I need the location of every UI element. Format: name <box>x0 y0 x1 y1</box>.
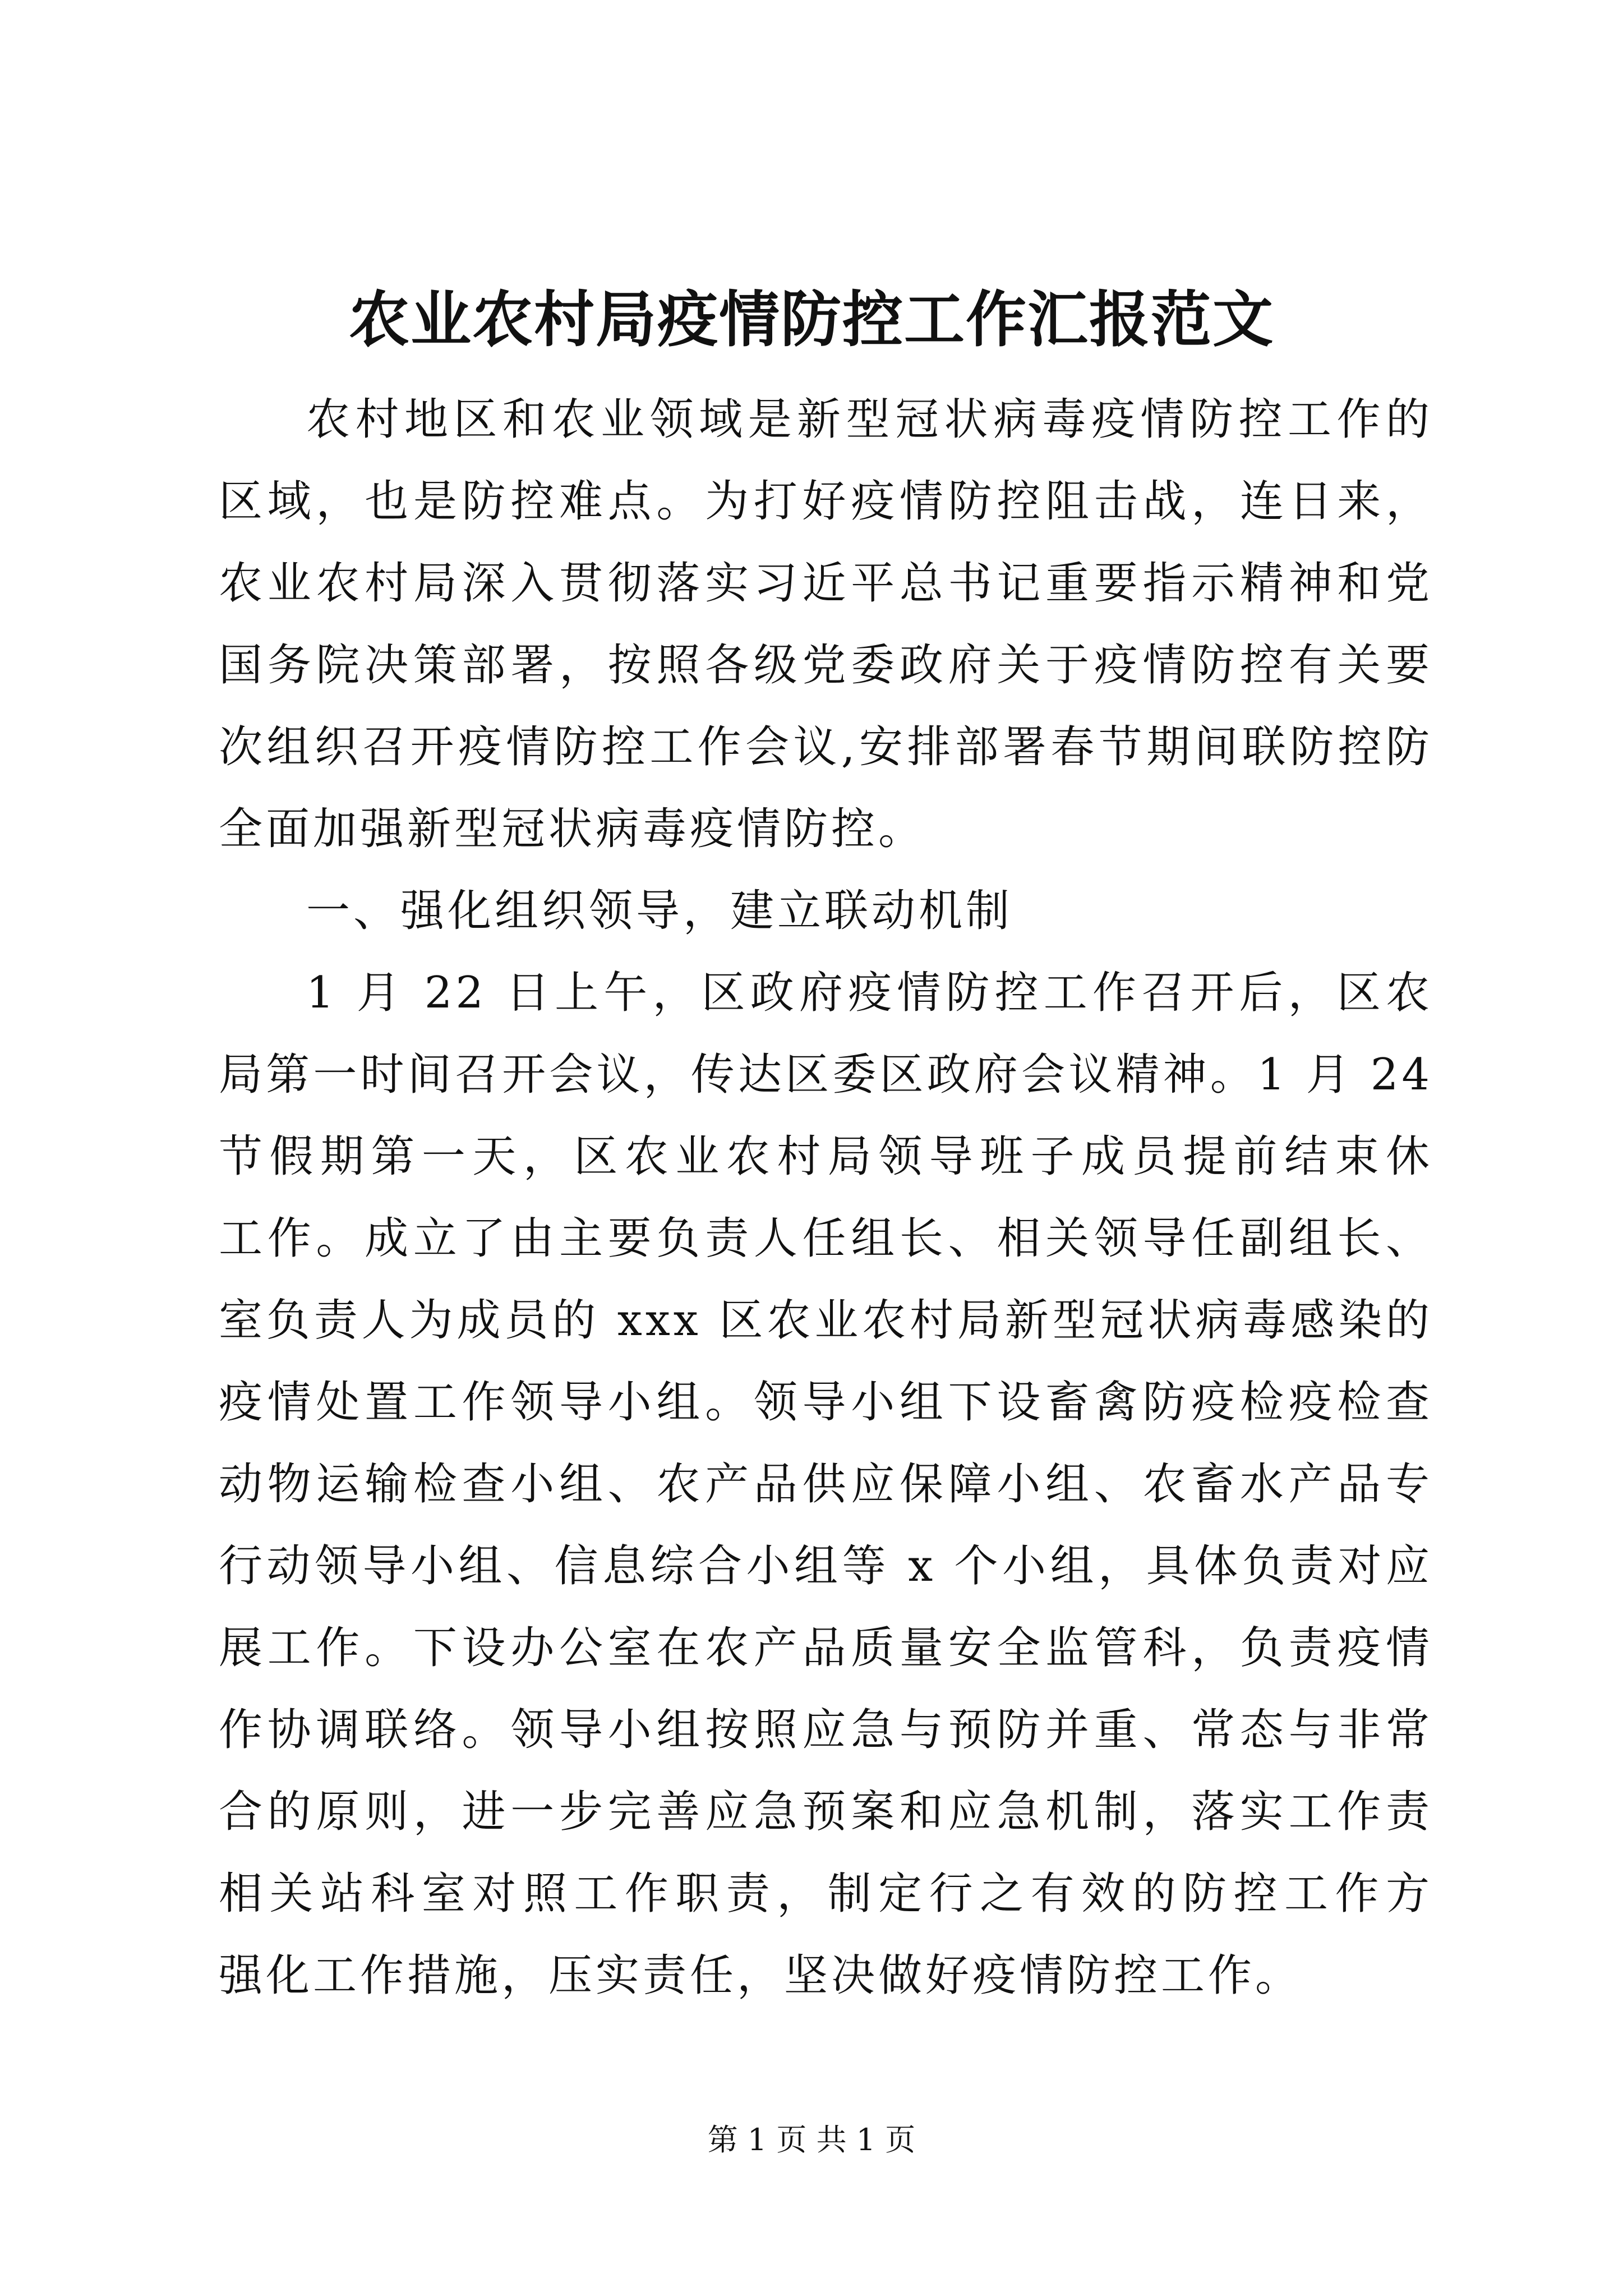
document-body <box>219 379 1433 2017</box>
paragraph-2-line-6: 疫情处置工作领导小组。领导小组下设畜禽防疫检疫检查 <box>219 1377 1433 1428</box>
paragraph-1-line-1: 农村地区和农业领域是新型冠状病毒疫情防控工作的 <box>306 394 1433 445</box>
paragraph-1-line-3: 农业农村局深入贯彻落实习近平总书记重要指示精神和党 <box>219 558 1433 609</box>
paragraph-2-line-11: 合的原则，进一步完善应急预案和应急机制，落实工作责 <box>219 1787 1433 1837</box>
paragraph-2-line-10: 作协调联络。领导小组按照应急与预防并重、常态与非常 <box>219 1705 1433 1755</box>
paragraph-2-line-12: 相关站科室对照工作职责，制定行之有效的防控工作方 <box>219 1869 1433 1919</box>
page-footer: 第 1 页 共 1 页 <box>707 2122 916 2157</box>
paragraph-2-line-3: 节假期第一天，区农业农村局领导班子成员提前结束休 <box>219 1131 1433 1182</box>
paragraph-2-line-8: 行动领导小组、信息综合小组等 x 个小组，具体负责对应 <box>219 1541 1433 1591</box>
paragraph-2-line-1: 1 月 22 日上午，区政府疫情防控工作召开后，区农 <box>306 968 1433 1018</box>
paragraph-1-line-5: 次组织召开疫情防控工作会议,安排部署春节期间联防控防 <box>219 722 1433 772</box>
paragraph-1-line-4: 国务院决策部署，按照各级党委政府关于疫情防控有关要 <box>219 640 1433 691</box>
paragraph-2-line-13: 强化工作措施，压实责任，坚决做好疫情防控工作。 <box>219 1950 1303 2001</box>
paragraph-2-line-5: 室负责人为成员的 xxx 区农业农村局新型冠状病毒感染的 <box>219 1295 1433 1346</box>
paragraph-1-line-2: 区域，也是防控难点。为打好疫情防控阻击战，连日来， <box>219 476 1433 527</box>
document-title: 农业农村局疫情防控工作汇报范文 <box>348 284 1274 355</box>
section-heading-1: 一、强化组织领导，建立联动机制 <box>306 886 1013 936</box>
paragraph-1-line-6: 全面加强新型冠状病毒疫情防控。 <box>219 804 926 854</box>
paragraph-2-line-7: 动物运输检查小组、农产品供应保障小组、农畜水产品专 <box>219 1459 1433 1510</box>
paragraph-2-line-9: 展工作。下设办公室在农产品质量安全监管科，负责疫情 <box>219 1623 1433 1673</box>
paragraph-2-line-4: 工作。成立了由主要负责人任组长、相关领导任副组长、 <box>219 1213 1433 1264</box>
paragraph-2-line-2: 局第一时间召开会议，传达区委区政府会议精神。1 月 24 <box>219 1050 1433 1100</box>
